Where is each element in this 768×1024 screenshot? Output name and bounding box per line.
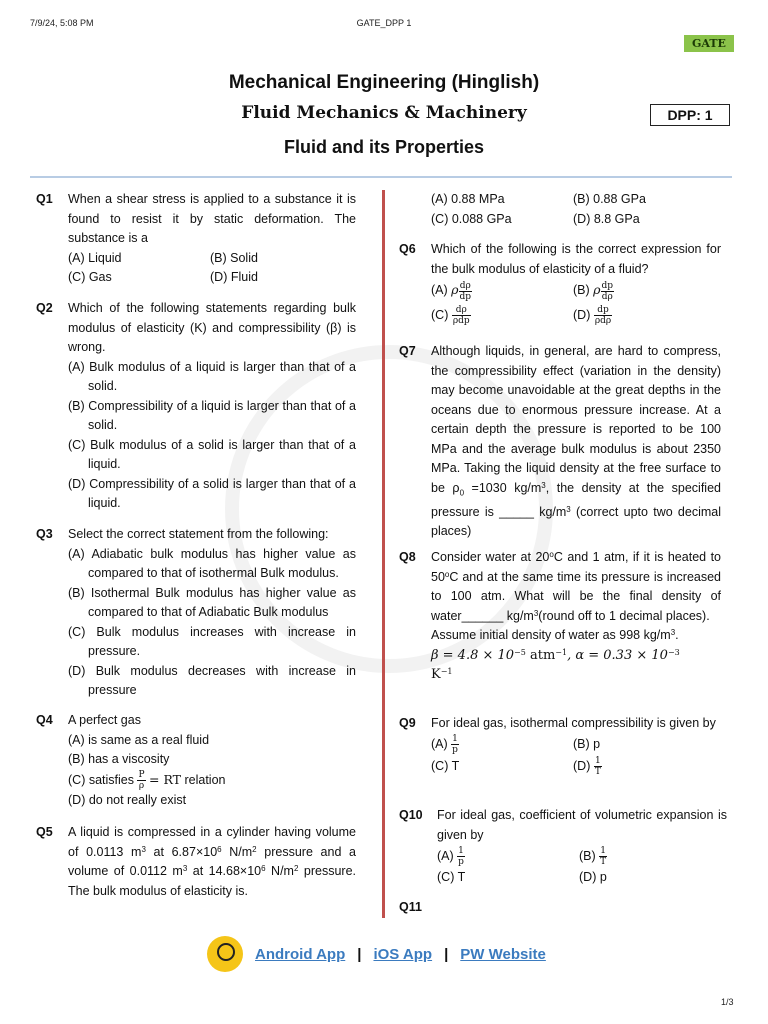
option-c: (C) Bulk modulus of a solid is larger than that of a liquid. <box>68 437 356 471</box>
footer-links <box>207 934 546 974</box>
print-doc-title: GATE_DPP 1 <box>356 18 412 28</box>
question-text: Although liquids, in general, are hard to compress, the compressibility effect (variation in the density) may become unavoidable at the great depths in the oceans due to enormous pressure increase. At a certain depth the pressure is reported to be 100 MPa and the average bulk modulus is about 2350 MPa. Taking the liquid density at the free surface to be $\rho_0 =1030$ $kg/m^3$, the density at the specified pressure is _____ $kg/m^3$ (correct upto two decimal places) <box>431 344 722 538</box>
question-9 <box>399 714 721 778</box>
question-number: Q5 <box>36 825 53 839</box>
option-d: (D) 8.8 GPa <box>573 211 640 226</box>
option-d: (D) Compressibility of a solid is larger than that of a liquid. <box>68 476 356 510</box>
assumption-text: Assume initial density of water as 998 $kg/m^3$. <box>431 628 679 642</box>
ios-app-link[interactable]: iOS App <box>373 945 433 963</box>
option-c: (C) $\frac{d\rho}{\text{ρdp}}$ <box>431 304 470 326</box>
option-c: (C) 0.088 GPa <box>431 211 512 226</box>
print-datetime: 7/9/24, 5:08 PM <box>30 18 94 28</box>
option-d: (D) p <box>579 870 607 885</box>
option-a: (A) $\frac{1}{p}$ <box>431 734 458 755</box>
option-b: (B) p <box>573 736 601 751</box>
question-4 <box>36 711 356 810</box>
question-2 <box>36 299 356 514</box>
question-text: Which of the following statements regarding bulk modulus of elasticity (K) and compressibility (β) is wrong. <box>68 301 356 354</box>
question-number: Q7 <box>399 344 416 358</box>
option-b: (B) has a viscosity <box>68 752 170 766</box>
option-c: (C) Gas <box>68 270 112 284</box>
option-c: (C) Bulk modulus increases with increase in pressure. <box>68 624 356 658</box>
question-7 <box>399 342 721 542</box>
separator: | <box>444 945 449 963</box>
page-title: Mechanical Engineering (Hinglish) <box>228 72 540 93</box>
customer-service-logo-icon <box>207 936 243 972</box>
question-number: Q6 <box>399 242 416 256</box>
question-5 <box>36 823 356 901</box>
option-b: (B) $\frac{1}{T}$ <box>579 845 607 867</box>
option-d: (D) Bulk modulus decreases with increase in pressure <box>68 663 356 697</box>
question-number: Q4 <box>36 713 53 727</box>
question-5-options <box>431 190 731 229</box>
question-number: Q9 <box>399 716 416 730</box>
option-d: (D) do not really exist <box>68 792 187 807</box>
option-c: (C) T <box>437 870 466 885</box>
question-3 <box>36 525 356 701</box>
question-text: A perfect gas <box>68 713 141 727</box>
question-text: A liquid is compressed in a cylinder having volume of 0.0113 $m^3$ at $6.87\times 10^6$ $N/m^2$ pressure and a volume of 0.0112 $m^3$ at $14.68\times 10^6$ $N/m^2$ pressure. The bulk modulus of elasticity is. <box>68 825 357 898</box>
option-c: (C) T <box>431 758 460 773</box>
option-b: (B) 0.88 GPa <box>573 192 646 206</box>
pw-website-link[interactable]: PW Website <box>460 945 546 963</box>
question-number: Q10 <box>399 808 423 822</box>
question-number: Q1 <box>36 192 53 206</box>
option-b: (B) Solid <box>210 250 258 265</box>
page-number: 1/3 <box>721 997 734 1007</box>
question-text: Select the correct statement from the following: <box>68 527 329 541</box>
question-number: Q8 <box>399 550 416 564</box>
option-c: (C) satisfies $\frac{P}{\rho}$ = RT relation <box>68 769 226 791</box>
option-d: (D) $\frac{dp}{\text{ρdρ}}$ <box>573 304 612 326</box>
option-b: (B) Isothermal Bulk modulus has higher value as compared to that of Adiabatic Bulk modulus <box>68 585 356 619</box>
fraction-p-over-rho: $\frac{P}{\rho}$ <box>138 769 145 791</box>
header-divider <box>30 176 732 178</box>
option-a: (A) is same as a real fluid <box>68 732 210 747</box>
separator: | <box>357 945 362 963</box>
option-a: (A) $\frac{1}{p}$ <box>437 845 464 867</box>
given-values: $\beta = 4.8 \times 10^{-5}$ atm$^{-1}$, $\alpha = 0.33 \times 10^{-3}$ <box>431 647 680 663</box>
question-text: For ideal gas, coefficient of volumetric expansion is given by <box>437 808 727 842</box>
subject-title: Fluid Mechanics & Machinery <box>241 103 527 123</box>
question-text: For ideal gas, isothermal compressibility is given by <box>431 716 716 730</box>
option-d: (D) Fluid <box>210 270 258 284</box>
option-b: (B) Compressibility of a liquid is larger than that of a solid. <box>68 398 356 432</box>
column-divider <box>382 190 385 918</box>
question-10 <box>399 806 727 889</box>
question-text: When a shear stress is applied to a substance it is found to resist it by static deformation. The substance is a <box>68 192 356 245</box>
question-1 <box>36 190 356 288</box>
dpp-label: DPP: 1 <box>650 104 730 126</box>
gate-badge: GATE <box>684 35 734 52</box>
option-a: (A) Adiabatic bulk modulus has higher value as compared to that of isothermal Bulk modulus. <box>68 546 356 580</box>
option-a: (A) ρ $\frac{d\rho}{dp}$ <box>431 280 472 302</box>
android-app-link[interactable]: Android App <box>255 945 346 963</box>
option-d: (D) $\frac{1}{T}$ <box>573 756 601 777</box>
option-a: (A) 0.88 MPa <box>431 192 505 206</box>
question-11-number: Q11 <box>399 900 422 914</box>
topic-title: Fluid and its Properties <box>283 137 485 157</box>
question-text: Consider water at 20$^o$C and 1 atm, if it is heated to 50$^o$C and at the same time its pressure is increased to 100 atm. What will be the final density of water______ $kg/m^3(round$ off to 1 decimal places). <box>431 550 721 623</box>
question-6 <box>399 240 721 327</box>
option-a: (A) Liquid <box>68 250 122 265</box>
question-8 <box>399 548 721 685</box>
given-units: $K^{-1}$ <box>431 667 453 682</box>
question-text: Which of the following is the correct expression for the bulk modulus of elasticity of a fluid? <box>431 242 721 276</box>
option-b: (B) ρ $\frac{dp}{d\rho}$ <box>573 280 614 302</box>
option-a: (A) Bulk modulus of a liquid is larger than that of a solid. <box>68 359 356 393</box>
question-number: Q3 <box>36 527 53 541</box>
question-number: Q2 <box>36 301 53 315</box>
